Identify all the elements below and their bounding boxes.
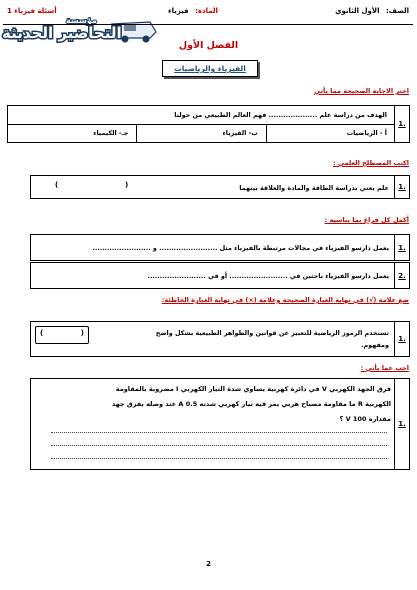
option-c[interactable]: جـ- الكيمياء	[93, 129, 129, 137]
section2-title: اكتب المصطلح العلمي :	[333, 159, 409, 167]
page-number: 2	[206, 560, 211, 568]
question-number: 2.	[394, 263, 409, 288]
bracket-open: (	[40, 329, 44, 337]
answer-line[interactable]	[51, 432, 387, 433]
option-a[interactable]: أ - الرياضيات	[266, 124, 395, 142]
bracket-close: )	[80, 329, 84, 337]
section4-title: ضع علامة (√) في نهاية العبارة الصحيحة وعلامة (×) في نهاية العبارة الخاطئة:	[161, 296, 409, 304]
answer-line[interactable]	[51, 458, 387, 459]
section4-box	[30, 321, 410, 357]
answer-brackets[interactable]	[35, 326, 89, 344]
question-line2: الكهربية R ما مقاومة مصباح هربي يمر فيه تيار كهربي شدته 0.5 A عند وصله بفرق جهد	[111, 400, 391, 408]
lesson-title: الفيزياء والرياضيات	[174, 64, 246, 73]
chapter-title: الفصل الأول	[178, 40, 239, 51]
lesson-title-box	[162, 60, 258, 77]
logo-line2: التحاضير الحديثة	[2, 24, 122, 42]
fill-item-2	[30, 262, 410, 289]
question-line3: مقداره 100 V ؟	[339, 415, 391, 423]
bracket-open: (	[55, 181, 59, 189]
section5-box	[30, 378, 410, 470]
class-label: الصف:	[385, 7, 409, 15]
statement-line2: ومفهوم.	[361, 341, 389, 349]
question-text: الهدف من دراسة علم .................... فهم العالم الطبيعي من حولنا	[174, 111, 387, 119]
file-label: أسئلة فيزياء 1	[7, 7, 57, 15]
subject-field	[168, 7, 218, 15]
fill-item-text[interactable]: يعمل دارسو الفيزياء باحثين في ........................ أو في ........................	[147, 272, 389, 280]
logo-line1: مؤسسة	[66, 16, 97, 25]
question-text: علم يعني بدراسة الطاقة والمادة والعلاقة بينهما	[239, 184, 389, 192]
answer-line[interactable]	[51, 445, 387, 446]
question-number: 1.	[394, 235, 409, 260]
header-rule	[3, 24, 413, 25]
section2-box	[30, 175, 410, 199]
question-number: 1.	[394, 176, 409, 198]
question-number: 1.	[394, 379, 409, 469]
options-row	[8, 124, 395, 142]
fill-item-1	[30, 234, 410, 261]
option-b[interactable]: ب- الفيزياء	[136, 124, 265, 142]
section3-title: أكمل كل فراغ بما يناسبه :	[324, 216, 409, 224]
question-line1: فرق الجهد الكهربي V في دائرة كهربية يساوي شدة التيار الكهربي I مضروبة بالمقاومة	[115, 385, 391, 393]
question-number: 1.	[394, 106, 409, 142]
subject-label: المادة:	[195, 7, 218, 15]
section1-title: اختر الاجابة الصحيحة مما يأتي	[314, 87, 409, 95]
question-number: 1.	[394, 322, 409, 356]
bracket-close: )	[125, 181, 129, 189]
subject-value: فيزياء	[168, 7, 189, 15]
section5-title: اجب عما يأتي :	[360, 364, 409, 372]
section1-box	[7, 105, 410, 143]
class-field	[335, 7, 409, 15]
answer-brackets[interactable]	[37, 180, 147, 194]
statement-line1: تستخدم الرموز الرياضية للتعبير عن قوانين والظواهر الطبيعية بشكل واضح	[155, 329, 389, 337]
fill-item-text[interactable]: يعمل دارسو الفيزياء في مجالات مرتبطة بالفيزياء مثل ........................ و ........................	[92, 244, 389, 252]
class-value: الأول الثانوي	[335, 7, 380, 15]
